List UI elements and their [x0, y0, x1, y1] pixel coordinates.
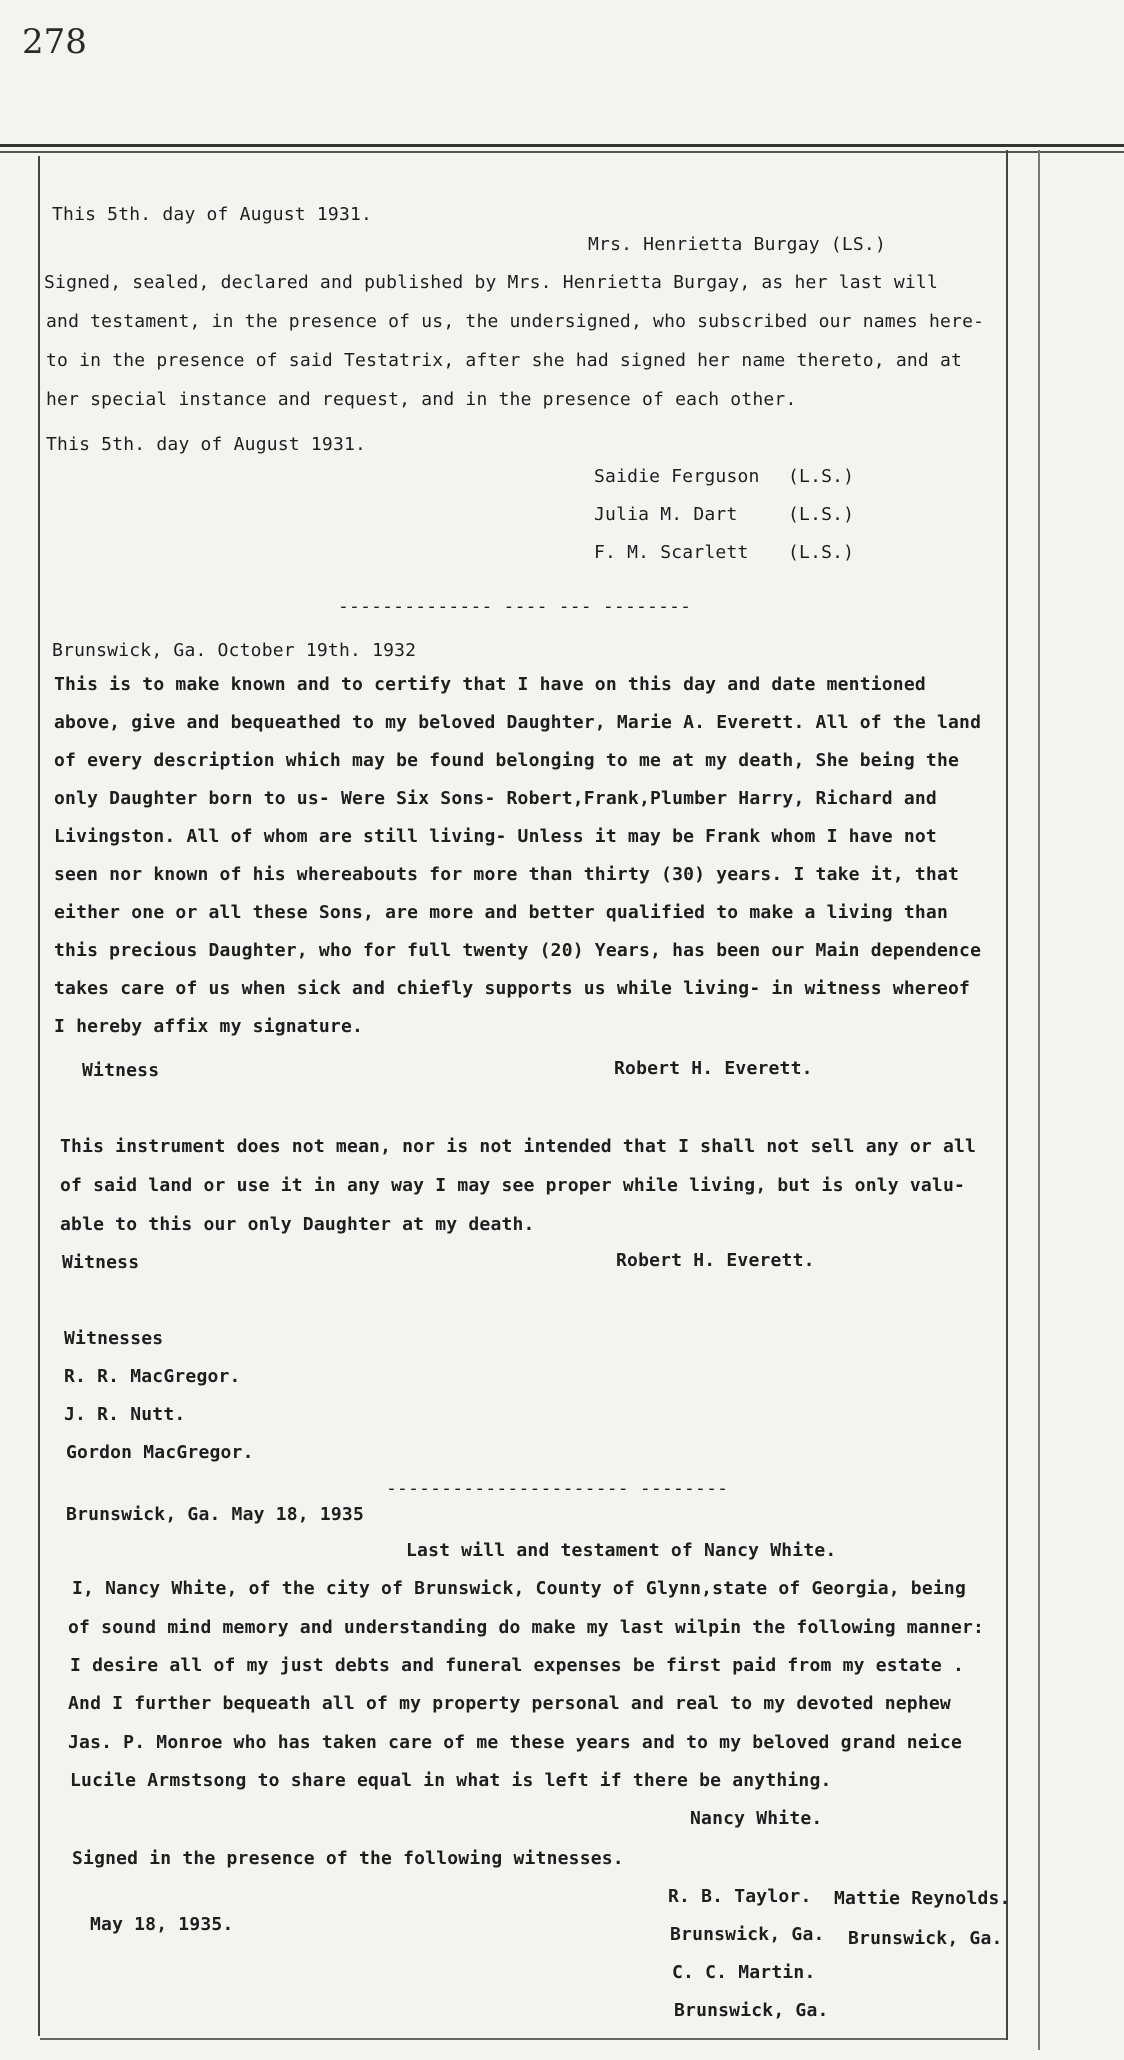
deed-body-line: Livingston. All of whom are still living- Unless it may be Frank whom I have not: [54, 826, 937, 847]
will1-witness-seal: (L.S.): [788, 542, 855, 563]
will1-signature: Mrs. Henrietta Burgay (LS.): [588, 234, 886, 255]
deed-body-line: takes care of us when sick and chiefly supports us while living- in witness whereof: [54, 978, 971, 999]
will1-witness-name: Saidie Ferguson: [594, 466, 760, 487]
will2-body-line: Jas. P. Monroe who has taken care of me these years and to my beloved grand neice: [68, 1732, 962, 1753]
will2-body-line: of sound mind memory and understanding do make my last wilpin the following manner:: [68, 1617, 985, 1638]
left-margin-line: [38, 156, 40, 2036]
deed-witness-label: Witness: [82, 1060, 160, 1081]
deed-body-line: seen nor known of his whereabouts for more than thirty (30) years. I take it, that: [54, 864, 960, 885]
will1-attestation-line: to in the presence of said Testatrix, after she had signed her name thereto, and at: [46, 350, 963, 371]
will2-signature: Nancy White.: [690, 1808, 823, 1829]
will1-attestation-line: and testament, in the presence of us, the undersigned, who subscribed our names here-: [46, 311, 985, 332]
deed-body-line: above, give and bequeathed to my beloved Daughter, Marie A. Everett. All of the land: [54, 712, 982, 733]
deed-body-line: this precious Daughter, who for full twenty (20) Years, has been our Main dependence: [54, 940, 982, 961]
deed-witness-name: Gordon MacGregor.: [66, 1442, 254, 1463]
deed-body-line: This is to make known and to certify that I have on this day and date mentioned: [54, 674, 926, 695]
will2-witness-col1: R. B. Taylor.: [668, 1886, 812, 1907]
will2-title: Last will and testament of Nancy White.: [406, 1540, 837, 1561]
will1-witness-name: Julia M. Dart: [594, 504, 738, 525]
will1-attestation-line: Signed, sealed, declared and published by Mrs. Henrietta Burgay, as her last will: [44, 272, 938, 293]
bottom-rule: [40, 2038, 1006, 2040]
will2-body-line: I, Nancy White, of the city of Brunswick, County of Glynn,state of Georgia, being: [72, 1578, 966, 1599]
will2-body-line: I desire all of my just debts and funeral expenses be first paid from my estate .: [70, 1655, 964, 1676]
will2-body-line: And I further bequeath all of my property personal and real to my devoted nephew: [68, 1693, 951, 1714]
page-number: 278: [22, 22, 87, 62]
will2-witness-col1: Brunswick, Ga.: [674, 2000, 829, 2021]
deed-witness-name: J. R. Nutt.: [64, 1404, 186, 1425]
deed-witnesses-heading: Witnesses: [64, 1328, 164, 1349]
deed-addendum-line: of said land or use it in any way I may see proper while living, but is only valu-: [60, 1175, 966, 1196]
will2-date-line: Brunswick, Ga. May 18, 1935: [66, 1504, 364, 1525]
will1-date-line: This 5th. day of August 1931.: [52, 204, 373, 225]
will2-witness-col2: Brunswick, Ga.: [848, 1928, 1003, 1949]
deed-addendum-line: able to this our only Daughter at my death.: [60, 1214, 535, 1235]
will1-witness-seal: (L.S.): [788, 466, 855, 487]
separator: ---------------------- --------: [386, 1478, 729, 1499]
deed-addendum-line: This instrument does not mean, nor is not intended that I shall not sell any or all: [60, 1136, 977, 1157]
deed-signature: Robert H. Everett.: [614, 1058, 813, 1079]
deed-signature-2: Robert H. Everett.: [616, 1250, 815, 1271]
right-margin-line: [1006, 150, 1008, 2040]
separator: -------------- ---- --- --------: [338, 596, 692, 617]
deed-witness-label-2: Witness: [62, 1252, 140, 1273]
deed-body-line: of every description which may be found belonging to me at my death, She being the: [54, 750, 960, 771]
will2-body-line: Lucile Armstsong to share equal in what is left if there be anything.: [70, 1770, 832, 1791]
will1-witness-name: F. M. Scarlett: [594, 542, 749, 563]
deed-body-line: only Daughter born to us- Were Six Sons- Robert,Frank,Plumber Harry, Richard and: [54, 788, 937, 809]
top-rule: [0, 144, 1124, 147]
outer-right-margin-line: [1038, 150, 1040, 2050]
will2-date: May 18, 1935.: [90, 1914, 234, 1935]
deed-date-line: Brunswick, Ga. October 19th. 1932: [52, 640, 417, 661]
top-rule-thin: [0, 151, 1124, 153]
will2-witness-col2: Mattie Reynolds.: [834, 1888, 1011, 1909]
deed-body-line: either one or all these Sons, are more and better qualified to make a living than: [54, 902, 948, 923]
deed-witness-name: R. R. MacGregor.: [64, 1366, 241, 1387]
deed-body-line: I hereby affix my signature.: [54, 1016, 364, 1037]
will1-date-line-2: This 5th. day of August 1931.: [46, 434, 367, 455]
will2-witness-col1: Brunswick, Ga.: [670, 1924, 825, 1945]
will2-witness-col1: C. C. Martin.: [672, 1962, 816, 1983]
will2-signed-line: Signed in the presence of the following witnesses.: [72, 1848, 624, 1869]
will1-witness-seal: (L.S.): [788, 504, 855, 525]
will1-attestation-line: her special instance and request, and in the presence of each other.: [46, 389, 797, 410]
